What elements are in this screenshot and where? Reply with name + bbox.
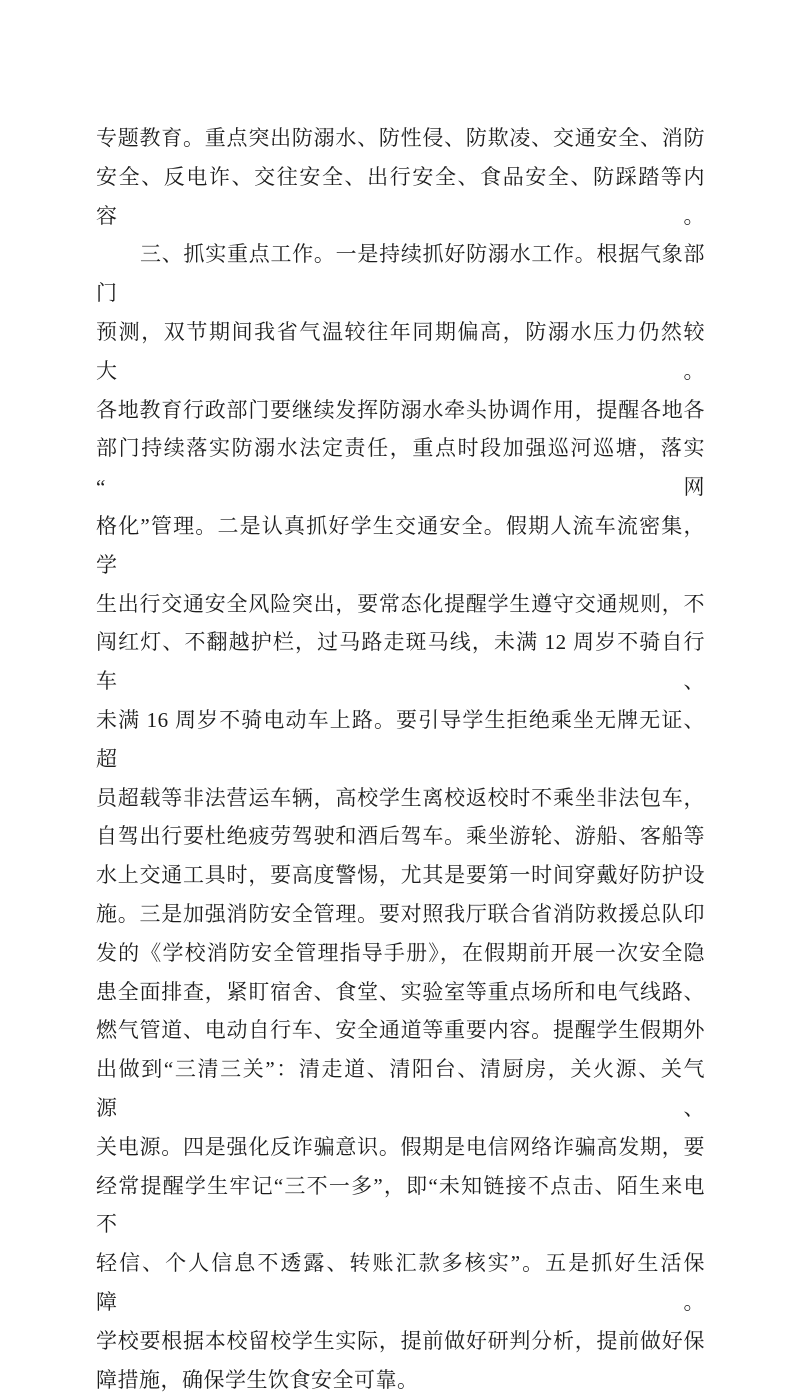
text-line: 未满 16 周岁不骑电动车上路。要引导学生拒绝乘坐无牌无证、超 [96, 701, 705, 779]
text-line: 自驾出行要杜绝疲劳驾驶和酒后驾车。乘坐游轮、游船、客船等 [96, 817, 705, 856]
text-line: 施。三是加强消防安全管理。要对照我厅联合省消防救援总队印 [96, 895, 705, 934]
text-line: 燃气管道、电动自行车、安全通道等重要内容。提醒学生假期外 [96, 1011, 705, 1050]
text-line: 出做到“三清三关”：清走道、清阳台、清厨房，关火源、关气源、 [96, 1050, 705, 1128]
text-line: 水上交通工具时，要高度警惕，尤其是要第一时间穿戴好防护设 [96, 856, 705, 895]
text-line: 员超载等非法营运车辆，高校学生离校返校时不乘坐非法包车， [96, 779, 705, 818]
text-line: 格化”管理。二是认真抓好学生交通安全。假期人流车流密集，学 [96, 507, 705, 585]
text-line: 闯红灯、不翻越护栏，过马路走斑马线，未满 12 周岁不骑自行车、 [96, 623, 705, 701]
text-line: 关电源。四是强化反诈骗意识。假期是电信网络诈骗高发期，要 [96, 1128, 705, 1167]
document-body-text [96, 119, 705, 1399]
text-line: 障措施，确保学生饮食安全可靠。 [96, 1361, 705, 1399]
text-line: 部门持续落实防溺水法定责任，重点时段加强巡河巡塘，落实“网 [96, 429, 705, 507]
text-line: 各地教育行政部门要继续发挥防溺水牵头协调作用，提醒各地各 [96, 391, 705, 430]
text-line: 预测，双节期间我省气温较往年同期偏高，防溺水压力仍然较大。 [96, 313, 705, 391]
text-line: 安全、反电诈、交往安全、出行安全、食品安全、防踩踏等内容。 [96, 158, 705, 236]
text-line: 三、抓实重点工作。一是持续抓好防溺水工作。根据气象部门 [96, 235, 705, 313]
text-line: 轻信、个人信息不透露、转账汇款多核实”。五是抓好生活保障。 [96, 1244, 705, 1322]
text-line: 经常提醒学生牢记“三不一多”，即“未知链接不点击、陌生来电不 [96, 1167, 705, 1245]
text-line: 患全面排查，紧盯宿舍、食堂、实验室等重点场所和电气线路、 [96, 973, 705, 1012]
text-line: 专题教育。重点突出防溺水、防性侵、防欺凌、交通安全、消防 [96, 119, 705, 158]
text-line: 生出行交通安全风险突出，要常态化提醒学生遵守交通规则，不 [96, 585, 705, 624]
text-line: 发的《学校消防安全管理指导手册》，在假期前开展一次安全隐 [96, 934, 705, 973]
text-line: 学校要根据本校留校学生实际，提前做好研判分析，提前做好保 [96, 1322, 705, 1361]
